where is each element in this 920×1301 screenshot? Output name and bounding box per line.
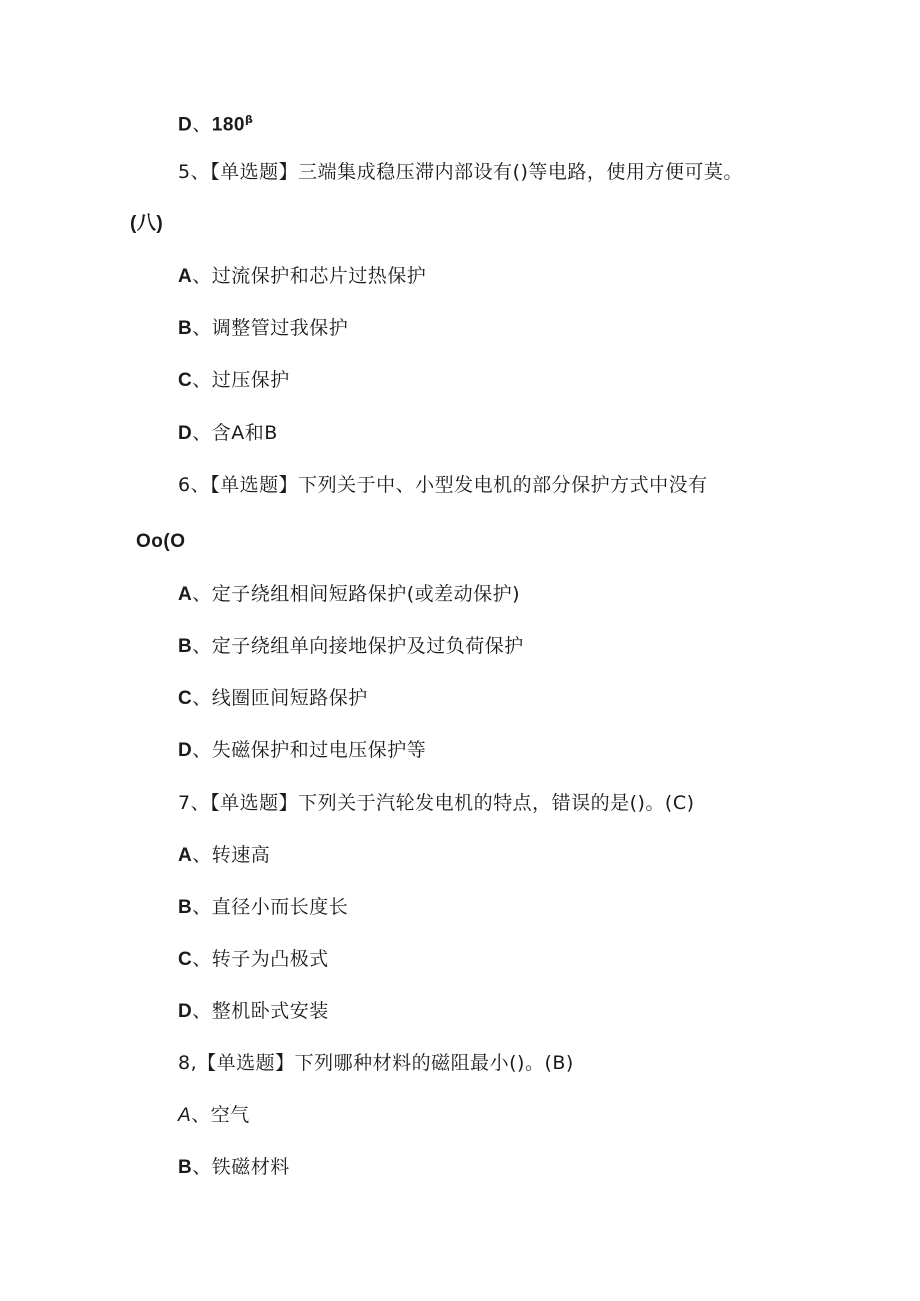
question-5-answer: (八) xyxy=(130,213,164,234)
question-5-option-a xyxy=(178,264,426,289)
option-text: 铁磁材料 xyxy=(211,1156,290,1178)
option-text: 线圈匝间短路保护 xyxy=(211,687,368,709)
option-separator: 、 xyxy=(192,635,212,657)
option-text: 180 xyxy=(211,114,245,136)
option-label: A xyxy=(178,584,193,605)
option-text: 定子绕组相间短路保护(或差动保护) xyxy=(211,583,521,605)
option-separator: 、 xyxy=(192,1156,212,1178)
option-label: B xyxy=(178,318,193,339)
question-7-stem: 7、【单选题】下列关于汽轮发电机的特点，错误的是()。(C) xyxy=(178,792,695,814)
option-text: 空气 xyxy=(210,1104,250,1126)
option-label: C xyxy=(178,949,193,970)
option-separator: 、 xyxy=(192,583,212,605)
question-5-option-b xyxy=(178,316,348,341)
option-label: D xyxy=(178,114,193,136)
question-5-option-c xyxy=(178,368,290,393)
option-text: 调整管过我保护 xyxy=(211,317,349,339)
option-label: A xyxy=(178,1105,192,1126)
option-separator: 、 xyxy=(192,844,212,866)
option-separator: 、 xyxy=(191,1104,211,1126)
option-label: D xyxy=(178,1001,193,1022)
option-separator: 、 xyxy=(192,896,212,918)
question-7-option-b xyxy=(178,895,348,920)
option-text: 转子为凸极式 xyxy=(211,948,329,970)
question-8-option-b xyxy=(178,1155,290,1180)
question-6-stem: 6、【单选题】下列关于中、小型发电机的部分保护方式中没有 xyxy=(178,474,708,496)
option-d-180 xyxy=(178,108,253,137)
question-8-stem: 8,【单选题】下列哪种材料的磁阻最小()。(B) xyxy=(178,1052,574,1074)
option-text: 过压保护 xyxy=(211,369,290,391)
option-label: A xyxy=(178,845,193,866)
question-6-option-a xyxy=(178,582,520,607)
question-6-continuation: Oo(O xyxy=(136,531,186,552)
option-separator: 、 xyxy=(192,1000,212,1022)
option-label: D xyxy=(178,740,193,761)
option-separator: 、 xyxy=(192,739,212,761)
option-text: 过流保护和芯片过热保护 xyxy=(211,265,427,287)
option-separator: 、 xyxy=(192,265,212,287)
question-5-option-d xyxy=(178,421,278,446)
option-separator: 、 xyxy=(192,422,212,444)
question-5-stem: 5、【单选题】三端集成稳压滞内部设有()等电路，使用方便可莫。 xyxy=(178,161,743,183)
option-separator: 、 xyxy=(192,113,212,136)
option-separator: 、 xyxy=(192,948,212,970)
question-7-option-a xyxy=(178,843,270,868)
option-text: 转速高 xyxy=(211,844,271,866)
option-text: 失磁保护和过电压保护等 xyxy=(211,739,427,761)
option-text: 直径小而长度长 xyxy=(211,896,349,918)
option-label: A xyxy=(178,266,193,287)
question-7-option-c xyxy=(178,947,329,972)
option-separator: 、 xyxy=(192,317,212,339)
option-text: 定子绕组单向接地保护及过负荷保护 xyxy=(211,635,524,657)
option-text: 含A和B xyxy=(211,422,278,444)
option-label: C xyxy=(178,688,193,709)
option-label: C xyxy=(178,370,193,391)
question-6-option-c xyxy=(178,686,368,711)
option-text: 整机卧式安装 xyxy=(211,1000,329,1022)
question-6-option-b xyxy=(178,634,524,659)
option-label: D xyxy=(178,423,193,444)
option-superscript: β xyxy=(244,113,254,126)
option-separator: 、 xyxy=(192,687,212,709)
option-label: B xyxy=(178,636,193,657)
option-separator: 、 xyxy=(192,369,212,391)
question-8-option-a xyxy=(178,1103,250,1128)
question-6-option-d xyxy=(178,738,426,763)
question-7-option-d xyxy=(178,999,329,1024)
option-label: B xyxy=(178,897,193,918)
option-label: B xyxy=(178,1157,193,1178)
